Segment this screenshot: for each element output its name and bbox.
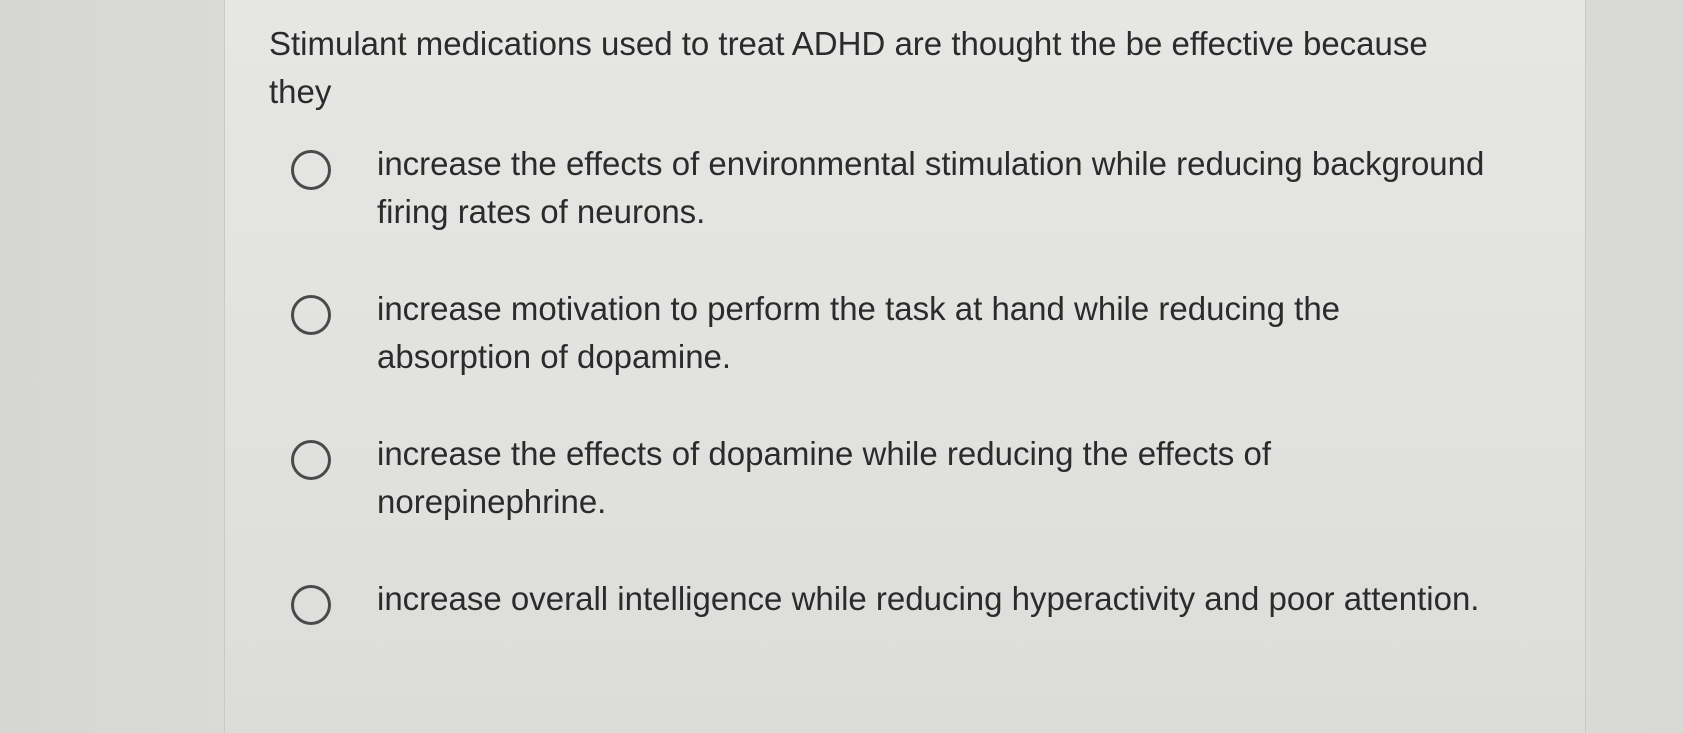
answer-option-1[interactable] xyxy=(291,140,1531,285)
answer-option-label[interactable]: increase motivation to perform the task at hand while reducing the absorption of dopamine. xyxy=(377,290,1341,375)
answer-option-label[interactable]: increase the effects of dopamine while reducing the effects of norepinephrine. xyxy=(377,435,1271,520)
answer-option-label[interactable]: increase overall intelligence while reducing hyperactivity and poor attention. xyxy=(377,580,1480,617)
answer-options xyxy=(291,140,1531,720)
answer-option-label[interactable]: increase the effects of environmental stimulation while reducing background firing rates of neurons. xyxy=(377,145,1485,230)
radio-button-icon[interactable] xyxy=(291,150,331,190)
answer-option-3[interactable] xyxy=(291,430,1531,575)
answer-option-4[interactable] xyxy=(291,575,1531,720)
radio-button-icon[interactable] xyxy=(291,585,331,625)
question-card xyxy=(224,0,1586,733)
question-text: Stimulant medications used to treat ADHD are thought the be effective because they xyxy=(269,25,1428,110)
radio-button-icon[interactable] xyxy=(291,440,331,480)
answer-option-2[interactable] xyxy=(291,285,1531,430)
radio-button-icon[interactable] xyxy=(291,295,331,335)
